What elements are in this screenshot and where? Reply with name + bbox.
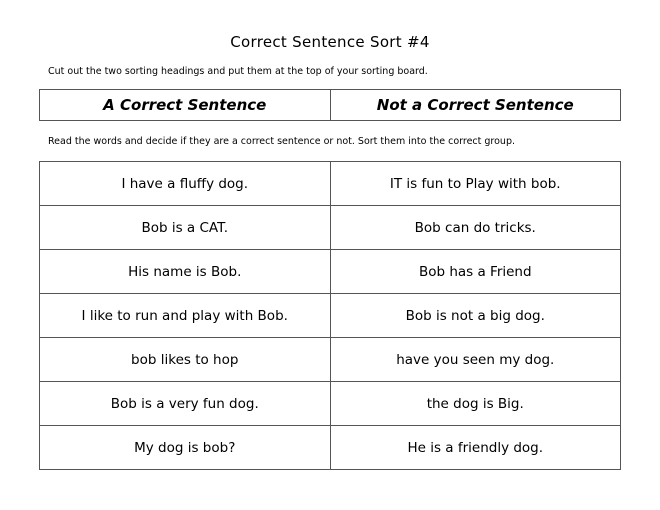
sentence-card: Bob is a very fun dog. (40, 382, 331, 426)
table-row (40, 382, 621, 426)
sentence-card: He is a friendly dog. (330, 426, 621, 470)
sentence-card: I have a fluffy dog. (40, 162, 331, 206)
table-row (40, 250, 621, 294)
heading-instructions: Cut out the two sorting headings and put them at the top of your sorting board. (48, 66, 428, 77)
sort-instructions: Read the words and decide if they are a correct sentence or not. Sort them into the correct group. (48, 136, 515, 147)
worksheet-title: Correct Sentence Sort #4 (230, 33, 430, 51)
sentence-card: have you seen my dog. (330, 338, 621, 382)
table-row (40, 294, 621, 338)
sentence-card: His name is Bob. (40, 250, 331, 294)
sentence-card: bob likes to hop (40, 338, 331, 382)
table-row (40, 162, 621, 206)
sentence-card: Bob is a CAT. (40, 206, 331, 250)
sentence-card: I like to run and play with Bob. (40, 294, 331, 338)
sentence-card: IT is fun to Play with bob. (330, 162, 621, 206)
sentence-card: the dog is Big. (330, 382, 621, 426)
sentence-card: Bob has a Friend (330, 250, 621, 294)
heading-not-correct-sentence: Not a Correct Sentence (330, 90, 621, 121)
headings-row (40, 90, 621, 121)
heading-correct-sentence: A Correct Sentence (40, 90, 331, 121)
table-row (40, 206, 621, 250)
table-row (40, 338, 621, 382)
sentence-card: My dog is bob? (40, 426, 331, 470)
sentence-card: Bob is not a big dog. (330, 294, 621, 338)
sentence-cards-table (39, 161, 621, 470)
table-row (40, 426, 621, 470)
sentence-card: Bob can do tricks. (330, 206, 621, 250)
sorting-headings-table (39, 89, 621, 121)
